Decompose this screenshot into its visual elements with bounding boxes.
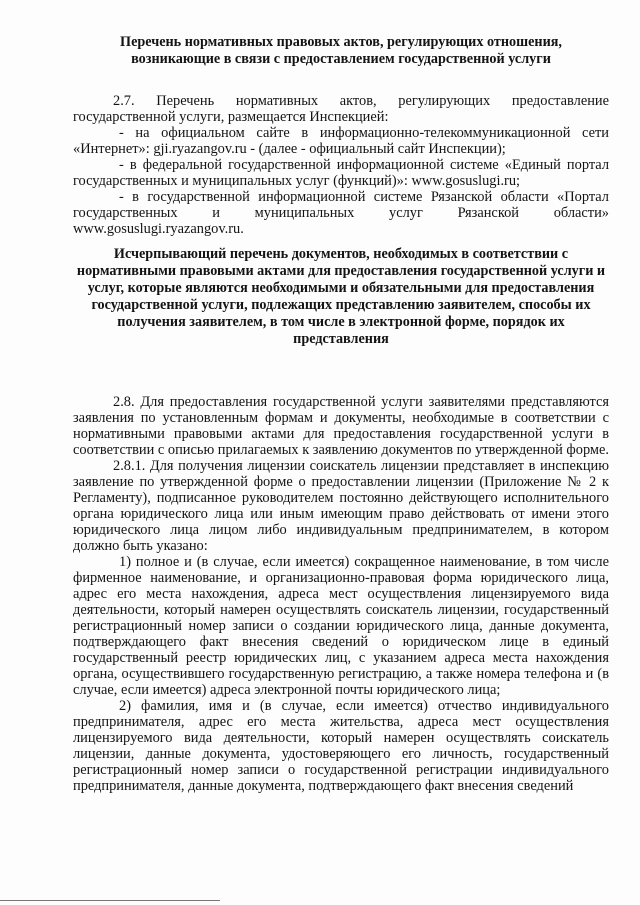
heading-documents: Исчерпывающий перечень документов, необходимых в соответствии с нормативными правовыми актами для предоставления государственной услуги и услуг, которые являются необходимыми и обязательными для предоставления государственной услуги, подлежащих представлению заявителем, способы их получения заявителем, в том числе в электронной форме, порядок их представления (76, 246, 606, 347)
footer-rule (0, 900, 220, 901)
heading-legal-acts: Перечень нормативных правовых актов, регулирующих отношения, возникающие в связи с предоставлением государственной услуги (120, 34, 562, 67)
bullet-federal-portal: - в федеральной государственной информационной системе «Единый портал государственных и муниципальных услуг (функций)»: www.gosuslugi.ru; (73, 157, 609, 189)
section-2-8 (73, 394, 609, 794)
list-item-2: 2) фамилия, имя и (в случае, если имеется) отчество индивидуального предпринимателя, адрес его места жительства, адреса мест осуществления лицензируемого вида деятельности, который намерен осуществлять соискатель лицензии, данные документа, удостоверяющего его личность, государственный регистрационный номер записи о государственной регистрации индивидуального предпринимателя, данные документа, подтверждающего факт внесения сведений (73, 698, 609, 794)
bullet-regional-portal: - в государственной информационной системе Рязанской области «Портал государственных и муниципальных услуг Рязанской области» www.gosuslugi.ryazangov.ru. (73, 189, 609, 237)
bullet-official-site: - на официальном сайте в информационно-телекоммуникационной сети «Интернет»: gji.ryazangov.ru - (далее - официальный сайт Инспекции); (73, 125, 609, 157)
section-heading-legal-acts (73, 34, 609, 68)
list-item-1: 1) полное и (в случае, если имеется) сокращенное наименование, в том числе фирменное наименование, и организационно-правовая форма юридического лица, адрес его места нахождения, адреса мест осуществления лицензируемого вида деятельности, который намерен осуществлять соискатель лицензии, государственный регистрационный номер записи о создании юридического лица, данные документа, подтверждающего факт внесения сведений о юридическом лице в единый государственный реестр юридических лиц, с указанием адреса места нахождения органа, осуществившего государственную регистрацию, а также номера телефона и (в случае, если имеется) адреса электронной почты юридического лица; (73, 554, 609, 698)
paragraph-2-7: 2.7. Перечень нормативных актов, регулирующих предоставление государственной услуги, размещается Инспекцией: (73, 93, 609, 125)
section-2-7 (73, 93, 609, 237)
paragraph-2-8: 2.8. Для предоставления государственной услуги заявителями представляются заявления по установленным формам и документы, необходимые в соответствии с нормативными правовыми актами для предоставления государственной услуги в соответствии с описью прилагаемых к заявлению документов по утвержденной форме. (73, 394, 610, 458)
section-heading-documents (73, 246, 609, 348)
paragraph-2-8-1: 2.8.1. Для получения лицензии соискатель лицензии представляет в инспекцию заявление по утвержденной форме о предоставлении лицензии (Приложение № 2 к Регламенту), подписанное руководителем постоянно действующего исполнительного органа юридического лица или иным имеющим право действовать от имени этого юридического лица лицом либо индивидуальным предпринимателем, в котором должно быть указано: (73, 458, 609, 554)
